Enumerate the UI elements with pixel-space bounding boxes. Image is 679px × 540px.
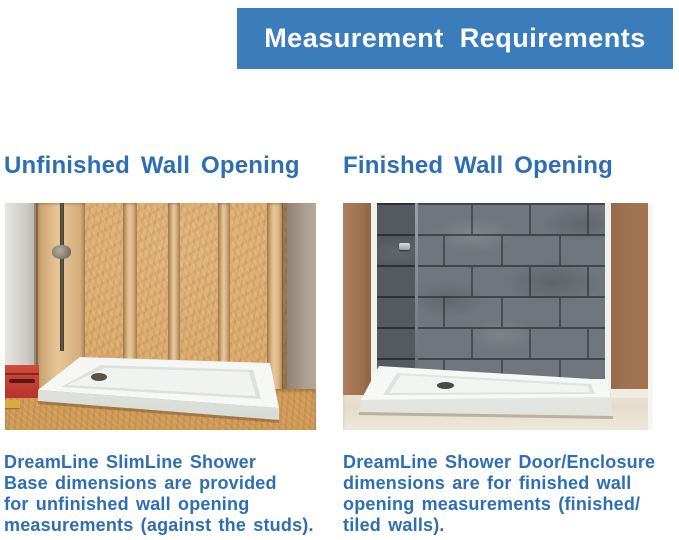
tile-grout-joint	[559, 236, 561, 265]
tile-grout-joint	[471, 267, 473, 296]
shower-valve	[52, 245, 71, 259]
toolbox-lid-seam	[5, 373, 39, 375]
caption-line: Base dimensions are provided	[4, 473, 277, 493]
tile-grout-joint	[559, 360, 561, 377]
heading-finished-wall-opening: Finished Wall Opening	[343, 152, 613, 179]
banner	[237, 8, 673, 69]
tile-grout-joint	[587, 267, 589, 296]
heading-unfinished-wall-opening: Unfinished Wall Opening	[4, 152, 300, 179]
tile-grout-joint	[471, 329, 473, 358]
tile-grout-joint	[443, 236, 445, 265]
caption-unfinished	[4, 452, 339, 536]
tile-grout-joint	[587, 329, 589, 358]
photo-right-margin	[648, 203, 653, 430]
tile-grout-joint	[501, 236, 503, 265]
caption-line: opening measurements (finished/	[343, 494, 641, 514]
banner-title: Measurement Requirements	[264, 23, 646, 53]
tile-wall-side	[377, 203, 417, 369]
drain	[91, 373, 107, 381]
tile-grout-joint	[443, 298, 445, 327]
tile-grout-joint	[587, 205, 589, 234]
painted-wall-right	[611, 203, 648, 390]
side-wall-right	[287, 203, 316, 395]
caption-line: dimensions are for finished wall	[343, 473, 632, 493]
toolbox-handle-slot	[9, 379, 35, 383]
caption-line: DreamLine SlimLine Shower	[4, 452, 257, 472]
tape-measure	[5, 400, 20, 408]
baseboard	[611, 389, 648, 398]
tile-grout-joint	[529, 329, 531, 358]
tile-grout-joint	[471, 205, 473, 234]
caption-line: for unfinished wall opening	[4, 494, 250, 514]
painted-wall-left	[343, 203, 371, 395]
tile-grout-joint	[501, 298, 503, 327]
finished-wall-photo	[343, 203, 653, 430]
caption-line: DreamLine Shower Door/Enclosure	[343, 452, 656, 472]
unfinished-wall-photo	[5, 203, 316, 430]
caption-finished	[343, 452, 678, 536]
shower-supply-pipe	[60, 203, 64, 351]
glass-panel-clamp	[399, 243, 410, 250]
tile-grout-joint	[529, 205, 531, 234]
tile-grout-joint	[559, 298, 561, 327]
drain	[437, 382, 454, 389]
caption-line: tiled walls).	[343, 515, 445, 535]
tile-grout-joint	[529, 267, 531, 296]
caption-line: measurements (against the studs).	[4, 515, 314, 535]
tile-wall-back	[418, 203, 605, 379]
